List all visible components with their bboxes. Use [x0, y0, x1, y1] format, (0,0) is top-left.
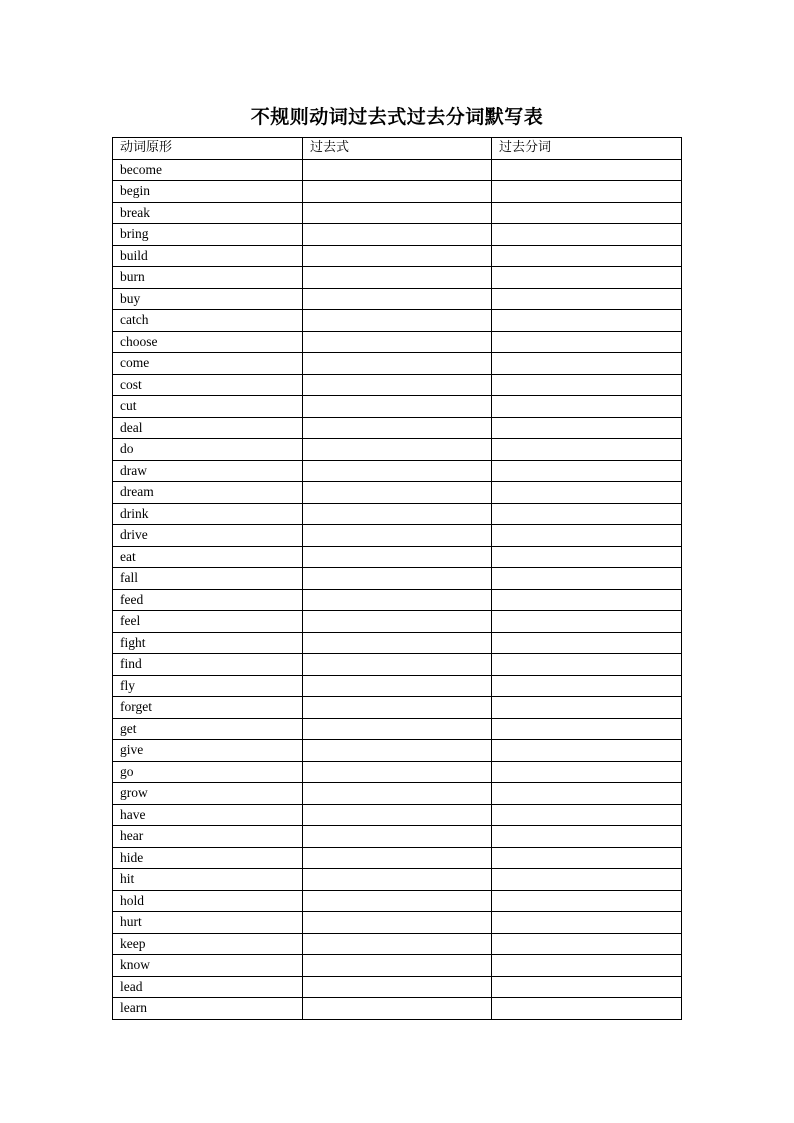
past-tense-cell[interactable] — [303, 912, 492, 934]
table-row — [113, 826, 682, 848]
past-participle-cell[interactable] — [492, 267, 682, 289]
base-form-cell: feed — [113, 589, 303, 611]
table-row — [113, 761, 682, 783]
base-form-cell: hit — [113, 869, 303, 891]
past-tense-cell[interactable] — [303, 159, 492, 181]
base-form-cell: forget — [113, 697, 303, 719]
past-participle-cell[interactable] — [492, 503, 682, 525]
past-participle-cell[interactable] — [492, 288, 682, 310]
past-tense-cell[interactable] — [303, 611, 492, 633]
base-form-cell: hear — [113, 826, 303, 848]
past-tense-cell[interactable] — [303, 933, 492, 955]
base-form-cell: go — [113, 761, 303, 783]
base-form-cell: break — [113, 202, 303, 224]
past-participle-cell[interactable] — [492, 202, 682, 224]
past-tense-cell[interactable] — [303, 589, 492, 611]
past-tense-cell[interactable] — [303, 783, 492, 805]
base-form-cell: do — [113, 439, 303, 461]
base-form-cell: grow — [113, 783, 303, 805]
past-participle-cell[interactable] — [492, 998, 682, 1020]
table-row — [113, 245, 682, 267]
past-participle-cell[interactable] — [492, 224, 682, 246]
base-form-cell: burn — [113, 267, 303, 289]
past-tense-cell[interactable] — [303, 310, 492, 332]
past-participle-cell[interactable] — [492, 546, 682, 568]
past-tense-cell[interactable] — [303, 460, 492, 482]
past-tense-cell[interactable] — [303, 353, 492, 375]
table-row — [113, 740, 682, 762]
base-form-cell: find — [113, 654, 303, 676]
past-participle-cell[interactable] — [492, 912, 682, 934]
table-row — [113, 675, 682, 697]
past-participle-cell[interactable] — [492, 783, 682, 805]
past-participle-cell[interactable] — [492, 181, 682, 203]
base-form-cell: fight — [113, 632, 303, 654]
table-row — [113, 331, 682, 353]
table-row — [113, 933, 682, 955]
past-tense-cell[interactable] — [303, 288, 492, 310]
table-row — [113, 783, 682, 805]
base-form-cell: learn — [113, 998, 303, 1020]
past-tense-cell[interactable] — [303, 869, 492, 891]
base-form-cell: begin — [113, 181, 303, 203]
table-row — [113, 976, 682, 998]
past-tense-cell[interactable] — [303, 761, 492, 783]
past-tense-cell[interactable] — [303, 568, 492, 590]
past-participle-cell[interactable] — [492, 976, 682, 998]
base-form-cell: cost — [113, 374, 303, 396]
table-row — [113, 396, 682, 418]
header-past-tense: 过去式 — [303, 138, 492, 160]
past-participle-cell[interactable] — [492, 654, 682, 676]
past-participle-cell[interactable] — [492, 396, 682, 418]
past-participle-cell[interactable] — [492, 439, 682, 461]
table-row — [113, 525, 682, 547]
table-header-row — [113, 138, 682, 160]
past-tense-cell[interactable] — [303, 331, 492, 353]
base-form-cell: give — [113, 740, 303, 762]
table-row — [113, 955, 682, 977]
header-base-form: 动词原形 — [113, 138, 303, 160]
table-row — [113, 202, 682, 224]
base-form-cell: keep — [113, 933, 303, 955]
base-form-cell: lead — [113, 976, 303, 998]
past-tense-cell[interactable] — [303, 826, 492, 848]
past-tense-cell[interactable] — [303, 396, 492, 418]
table-row — [113, 482, 682, 504]
table-row — [113, 460, 682, 482]
past-tense-cell[interactable] — [303, 998, 492, 1020]
table-row — [113, 912, 682, 934]
base-form-cell: dream — [113, 482, 303, 504]
table-row — [113, 804, 682, 826]
table-row — [113, 288, 682, 310]
table-row — [113, 353, 682, 375]
past-tense-cell[interactable] — [303, 224, 492, 246]
base-form-cell: hide — [113, 847, 303, 869]
table-row — [113, 654, 682, 676]
table-row — [113, 159, 682, 181]
past-tense-cell[interactable] — [303, 740, 492, 762]
past-participle-cell[interactable] — [492, 675, 682, 697]
base-form-cell: choose — [113, 331, 303, 353]
table-row — [113, 568, 682, 590]
past-tense-cell[interactable] — [303, 525, 492, 547]
table-body — [113, 159, 682, 1019]
table-row — [113, 632, 682, 654]
past-tense-cell[interactable] — [303, 847, 492, 869]
past-tense-cell[interactable] — [303, 374, 492, 396]
past-participle-cell[interactable] — [492, 804, 682, 826]
table-row — [113, 417, 682, 439]
past-participle-cell[interactable] — [492, 955, 682, 977]
verb-dictation-table — [112, 137, 682, 1020]
past-tense-cell[interactable] — [303, 804, 492, 826]
past-participle-cell[interactable] — [492, 740, 682, 762]
past-participle-cell[interactable] — [492, 632, 682, 654]
past-tense-cell[interactable] — [303, 439, 492, 461]
table-row — [113, 267, 682, 289]
base-form-cell: drive — [113, 525, 303, 547]
past-participle-cell[interactable] — [492, 353, 682, 375]
base-form-cell: become — [113, 159, 303, 181]
base-form-cell: fly — [113, 675, 303, 697]
past-participle-cell[interactable] — [492, 245, 682, 267]
base-form-cell: cut — [113, 396, 303, 418]
base-form-cell: feel — [113, 611, 303, 633]
past-tense-cell[interactable] — [303, 976, 492, 998]
table-row — [113, 869, 682, 891]
past-tense-cell[interactable] — [303, 654, 492, 676]
past-tense-cell[interactable] — [303, 503, 492, 525]
past-participle-cell[interactable] — [492, 568, 682, 590]
base-form-cell: have — [113, 804, 303, 826]
past-tense-cell[interactable] — [303, 202, 492, 224]
base-form-cell: know — [113, 955, 303, 977]
past-participle-cell[interactable] — [492, 525, 682, 547]
past-participle-cell[interactable] — [492, 589, 682, 611]
base-form-cell: deal — [113, 417, 303, 439]
table-row — [113, 847, 682, 869]
past-participle-cell[interactable] — [492, 159, 682, 181]
past-participle-cell[interactable] — [492, 374, 682, 396]
past-participle-cell[interactable] — [492, 933, 682, 955]
past-participle-cell[interactable] — [492, 847, 682, 869]
base-form-cell: get — [113, 718, 303, 740]
base-form-cell: catch — [113, 310, 303, 332]
past-tense-cell[interactable] — [303, 890, 492, 912]
past-tense-cell[interactable] — [303, 955, 492, 977]
table-row — [113, 503, 682, 525]
past-participle-cell[interactable] — [492, 482, 682, 504]
past-tense-cell[interactable] — [303, 675, 492, 697]
table-row — [113, 181, 682, 203]
past-participle-cell[interactable] — [492, 697, 682, 719]
past-tense-cell[interactable] — [303, 482, 492, 504]
past-participle-cell[interactable] — [492, 417, 682, 439]
base-form-cell: eat — [113, 546, 303, 568]
table-row — [113, 998, 682, 1020]
table-row — [113, 718, 682, 740]
table-row — [113, 890, 682, 912]
past-participle-cell[interactable] — [492, 611, 682, 633]
base-form-cell: hurt — [113, 912, 303, 934]
past-participle-cell[interactable] — [492, 718, 682, 740]
past-participle-cell[interactable] — [492, 460, 682, 482]
table-row — [113, 546, 682, 568]
past-tense-cell[interactable] — [303, 417, 492, 439]
base-form-cell: build — [113, 245, 303, 267]
past-participle-cell[interactable] — [492, 890, 682, 912]
table-row — [113, 589, 682, 611]
past-tense-cell[interactable] — [303, 697, 492, 719]
base-form-cell: fall — [113, 568, 303, 590]
base-form-cell: bring — [113, 224, 303, 246]
table-row — [113, 374, 682, 396]
past-tense-cell[interactable] — [303, 181, 492, 203]
base-form-cell: come — [113, 353, 303, 375]
table-row — [113, 611, 682, 633]
header-past-participle: 过去分词 — [492, 138, 682, 160]
past-participle-cell[interactable] — [492, 331, 682, 353]
past-participle-cell[interactable] — [492, 826, 682, 848]
past-participle-cell[interactable] — [492, 761, 682, 783]
past-tense-cell[interactable] — [303, 718, 492, 740]
base-form-cell: drink — [113, 503, 303, 525]
past-participle-cell[interactable] — [492, 310, 682, 332]
past-tense-cell[interactable] — [303, 546, 492, 568]
past-tense-cell[interactable] — [303, 632, 492, 654]
base-form-cell: hold — [113, 890, 303, 912]
page-title: 不规则动词过去式过去分词默写表 — [250, 106, 544, 128]
table-row — [113, 310, 682, 332]
past-participle-cell[interactable] — [492, 869, 682, 891]
base-form-cell: draw — [113, 460, 303, 482]
past-tense-cell[interactable] — [303, 245, 492, 267]
table-row — [113, 697, 682, 719]
past-tense-cell[interactable] — [303, 267, 492, 289]
table-row — [113, 439, 682, 461]
table-row — [113, 224, 682, 246]
base-form-cell: buy — [113, 288, 303, 310]
